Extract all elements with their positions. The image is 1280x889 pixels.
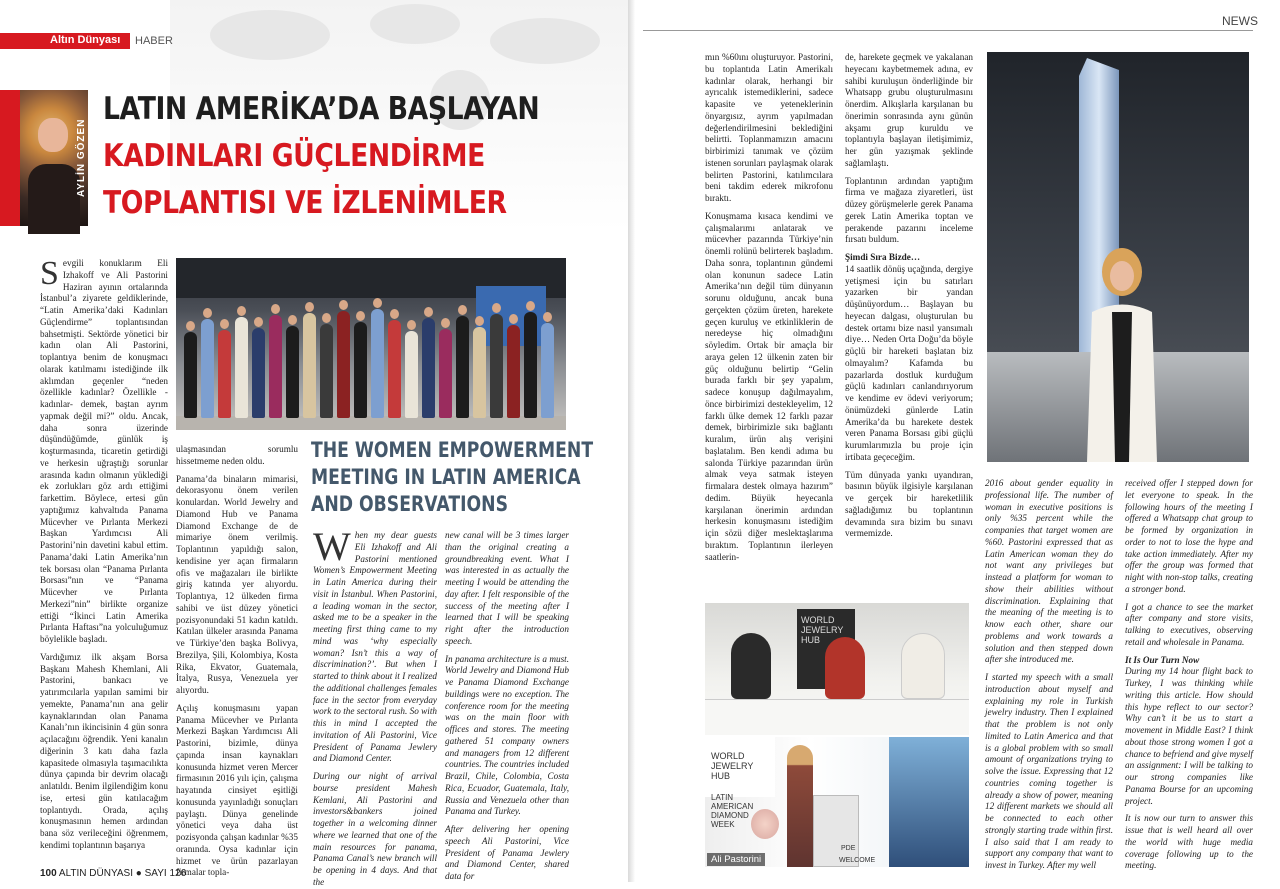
attendee-head	[441, 318, 450, 328]
paragraph: Tüm dünyada yankı uyandıran, basının büyük ilgisiyle karşılanan ve gerçek bir hareketlilik sağladığımız bu toplantının devamında sıra bizim bu sınavı vermemizde.	[845, 469, 973, 539]
banner: WORLD JEWELRY HUB	[797, 609, 855, 689]
attendee-head	[237, 306, 246, 316]
author-accent-bar	[0, 90, 20, 226]
section-label: Altın Dünyası	[50, 34, 121, 46]
english-column-2	[445, 530, 569, 881]
page-footer	[40, 868, 186, 879]
news-label: NEWS	[1222, 14, 1258, 28]
attendee-head	[254, 317, 263, 327]
turkish-column-1	[40, 255, 168, 862]
attendee-figure	[456, 316, 469, 418]
turkish-column-4	[845, 52, 973, 588]
english-column-4	[1125, 478, 1253, 871]
banner: LATIN AMERICAN DIAMOND WEEK	[711, 793, 754, 829]
attendee-figure	[422, 318, 435, 418]
paragraph: de, harekete geçmek ve yakalanan heyecanı kaybetmemek adına, ev sahibi kuruluşun önderliğinde bir Whatsapp grubu oluşturulmasını önerdim. Alkışlarla karşılanan bu önerimin sonrasında aynı günün akşamı grup kuruldu ve toplantıyla başlayan iletişimimiz, her gün yazışmak şeklinde sağlamlaştı.	[845, 52, 973, 168]
left-page	[0, 0, 628, 887]
attendee-head	[475, 316, 484, 326]
attendee-figure	[507, 325, 520, 418]
attendee-figure	[201, 319, 214, 418]
paragraph: ulaşmasından sorumlu hissetmeme neden oldu.	[176, 444, 298, 466]
attendee-head	[373, 298, 382, 308]
paragraph: After delivering her opening speech Ali Pastorini, Vice President of Panama Jewlery and Diamond Center, shared data for	[445, 824, 569, 881]
headline-line-3: TOPLANTISI VE İZLENİMLER	[103, 185, 507, 221]
paragraph: Konuşmama kısaca kendimi ve çalışmalarımı anlatarak ve mücevher pazarında Türkiye’nin önemli rolünü belirterek başladım. Daha sonra, toplantının gündemi olan konunun sadece Latin Amerika’nın değil tüm dünyanın sorunu olduğunu, ancak buna gerçekten çözüm üreten, harekete geçen kuruluş ve etkinliklerin de neredeyse hiç olmadığını söyledim. Ortak bir amaçla bir araya gelen 12 ülkenin zaten bir güç olduğunu belirtip “Gelin burada farklı bir şey yapalım, sadece konuşup dağılmayalım, önce birbirimizi destekleyelim, 12 farklı ülke demek 12 farklı pazar demek, birbirimizle sıkı bağlantı kuralım, ürün alış verişini başlatalım. Ben kendi adıma bu salonda Türkiye pazarından ürün almak veya satmak isteyen firmalara destek olmaya hazırım” dedim. Büyük heyecanla karşılanan önerimin ardından herkesin konuşmasını istediğim için sözü diğer meslektaşlarıma bıraktım. Toplantının ilerleyen saatlerin-	[705, 210, 833, 562]
attendee-figure	[524, 312, 537, 418]
attendee-head	[526, 301, 535, 311]
attendee-head	[305, 302, 314, 312]
page-gutter	[628, 0, 640, 882]
podium-speech-photo	[705, 737, 969, 867]
photo-caption: Ali Pastorini	[707, 853, 765, 866]
headline-line-2: KADINLARI GÜÇLENDİRME	[103, 138, 485, 174]
page-number: 100	[40, 868, 57, 879]
turkish-column-3	[705, 52, 833, 588]
banner: WELCOME	[839, 857, 876, 864]
attendee-head	[424, 307, 433, 317]
attendee-figure	[371, 309, 384, 418]
paragraph: received offer I stepped down for let everyone to speak. In the following hours of the meeting I offered a Whatsapp chat group to be formed by organization in order to not to lose the hype and take action immediately. After my offer the group was formed that night with non-stop talks, creating a stronger bond.	[1125, 478, 1253, 594]
attendee-figure	[286, 326, 299, 418]
attendee-head	[322, 313, 331, 323]
attendee-figure	[235, 317, 248, 418]
attendee-figure	[184, 332, 197, 418]
tower-model-photo	[987, 52, 1249, 462]
paragraph: hen my dear guests Eli Izhakoff and Ali Pastorini mentioned Women’s Empowerment Meeting in Latin America during their visit in İstanbul. When Pastorini, a leading woman in the sector, asked me to be a speaker in the meeting first thing came to my mind was ‘why especially woman? Isn’t this a way of discrimination?’. But when I started to think about it I realized the additional challenges females face in the sector from everyday work to the sectoral rush. So with this in mind I accepted the invitation of Ali Pastorini, Vice President of Panama Jewlery and Diamond Center.	[313, 530, 437, 764]
author-name: AYLİN GÖZEN	[76, 118, 87, 198]
attendee-figure	[405, 331, 418, 418]
paragraph: During my 14 hour flight back to Turkey, I was thinking while writing this article. How should this hype reflect to our sector? Why can’t it be us to start a movement in Middle East? I think about those strong women I got a chance to befriend and give myself an assignment: I will be talking to our strong companies like Panama Bourse for an upcoming project.	[1125, 666, 1253, 806]
paragraph: new canal will be 3 times larger than the original creating a groundbreaking event. What I was interested in as actually the meeting I would be attending the day after. I felt responsible of the success of the meeting after I learned that I will be speaking right after the introduction speech.	[445, 530, 569, 646]
paragraph: Vardığımız ilk akşam Borsa Başkanı Mahesh Khemlani, Ali Pastorini, bankacı ve yatırımcılarla yapılan samimi bir yemekte, Panama’nın ana gelir kaynaklarından olan Panama Kanalı’nın ikincisinin 4 gün sonra açılacağını öğrendik. Yeni kanalın diğerinin 3 katı daha fazla kapasitede olmasıyla taşımacılıkta dünya çapında bir devrim olacağı anlatıldı. Benim ilgilendiğim konu ise, ertesi gün katılacağım toplantıydı. Orada, açılış konuşmasının hemen ardından bana söz verileceğini öğrenmem, kendimi toplantının başarıya	[40, 651, 168, 850]
english-title-line-2: MEETING IN LATIN AMERICA	[311, 465, 581, 489]
attendee-head	[509, 314, 518, 324]
attendee-head	[492, 303, 501, 313]
paragraph: It is now our turn to answer this issue that is well heard all over the world with huge media coverage following up to the meeting.	[1125, 813, 1253, 871]
attendee-head	[356, 311, 365, 321]
panel-discussion-photo	[705, 603, 969, 735]
paragraph: Toplantının ardından yaptığım firma ve mağaza ziyaretleri, üst düzey görüşmelerle gerek Panama gerek Latin Amerika toptan ve perakende pazarını inceleme fırsatı buldum.	[845, 175, 973, 245]
group-photo	[176, 258, 566, 430]
paragraph: 14 saatlik dönüş uçağında, dergiye yetişmesi için bu satırları yazarken bir yandan düşünüyordum… Başlayan bu heyecan dalgası, oluşturulan bu destek ortamı bize nasıl yansımalı diye… Neden Orta Doğu’da böyle güçlü bir hareketi başlatan biz olmayalım? Kafamda bu pazarlarda dostluk kurduğum güçlü kadınları canlandırıyorum ve kendime ev ödevi veriyorum; önümüzdeki günlerde Latin Amerika’da bu harekete destek veren Panama Borsası gibi güçlü kurumlarımızla bu proje için irtibata geçeceğim.	[845, 263, 973, 462]
paragraph: 2016 about gender equality in professional life. The number of woman in executive positions is only %35 percent while the companies that target women are %60. Pastorini expressed that as Latin American woman they do not want any privileges but instead a platform for woman to show their abilities without discrimination. Explaining that the meaning of the meeting is to know each other, share our problems and work towards a solution and then stepped down after she introduced me.	[985, 478, 1113, 665]
attendee-head	[203, 308, 212, 318]
attendee-figure	[252, 328, 265, 418]
attendee-head	[186, 321, 195, 331]
english-title-line-1: THE WOMEN EMPOWERMENT	[311, 438, 594, 462]
attendee-figure	[388, 320, 401, 418]
attendee-figure	[439, 329, 452, 418]
dropcap: S	[40, 255, 59, 292]
english-column-3	[985, 478, 1113, 870]
turkish-column-2	[176, 444, 298, 878]
english-column-1	[313, 524, 437, 887]
attendee-head	[288, 315, 297, 325]
news-rule	[643, 30, 1253, 31]
attendee-head	[220, 319, 229, 329]
subheading: It Is Our Turn Now	[1125, 654, 1200, 665]
paragraph: Açılış konuşmasını yapan Panama Mücevher ve Pırlanta Merkezi Başkan Yardımcısı Ali Pastorini, bizimle, dünya çapında insan kaynakları konusunda hizmet veren Mercer firmasının 2016 yılı için, çalışma hayatında cinsiyet eşitliği konusunda yayınladığı sonuçları paylaştı. Dünya genelinde yönetici veya daha üst pozisyonda çalışan kadınlar %35 oranında. Oysa kadınlar için hizmet ve ürün pazarlayan firmalar topla-	[176, 702, 298, 878]
attendee-figure	[354, 322, 367, 418]
banner: PDE	[841, 845, 856, 852]
paragraph: evgili konuklarım Eli Izhakoff ve Ali Pastorini Haziran ayının ortalarında İstanbul’a ziyarete geldiklerinde, “Latin Amerika’daki Kadınları Güçlendirme” toplantısından bahsetmişti. Sektörde yönetici bir kadın olan Ali Pastorini, toplantıya benim de konuşmacı olarak katılmamı istediğinde ilk aklımdan geçenler “neden özellikle kadınlar? Özellikle -kadınlar- demek, baştan ayrım yapmak değil mi?” oldu. Ancak, daha sonra üzerinde düşündüğümde, günlük iş koşturmasında, ticaretin getirdiği ve herkesin uğraştığı sorunlar arasında kadın olmanın yüklediği ek zorlukları göz ardı ettiğimi farkettim. Böylece, ertesi gün yaptığımız kahvaltıda Panama Mücevher ve Pırlanta Merkezi Başkan Yardımcısı Ali Pastorini’nin davetini kabul ettim. Panama’daki Latin Amerika’nın tek borsası olan “Panama Pırlanta Borsası”nın ve “Panama Mücevher ve Pırlanta Merkezi”nin” birlikte organize ettiği “İkinci Latin Amerika Pırlanta Haftası”na yolculuğumuz böylelikle başladı.	[40, 258, 168, 644]
bullet: ●	[135, 868, 142, 879]
headline-line-1: LATIN AMERİKA’DA BAŞLAYAN	[103, 91, 540, 127]
attendee-figure	[303, 313, 316, 418]
banner: WORLD JEWELRY HUB	[705, 737, 775, 797]
attendee-figure	[320, 324, 333, 418]
english-title-line-3: AND OBSERVATIONS	[311, 492, 508, 516]
woman-figure	[1077, 242, 1167, 462]
paragraph: I got a chance to see the market after company and store visits, talking to executives, observing retail and wholesale in Panama.	[1125, 601, 1253, 647]
paragraph: mın %60ını oluşturuyor. Pastorini, bu toplantıda Latin Amerikalı kadınlar olarak, herhangi bir ayrıcalık istemediklerini, sadece kapasite ve yeteneklerinin önyargısız, ayrım yapılmadan değerlendirilmesini beklediğini belirtti. Toplanmamızın amacını birbirimizi tanımak ve çözüm istenen sorunları paylaşmak olarak belirten Pastorini, katılımcılara beni takdim ederek mikrofonu bıraktı.	[705, 52, 833, 203]
attendee-figure	[490, 314, 503, 418]
attendee-figure	[218, 330, 231, 418]
attendee-figure	[541, 323, 554, 418]
section-tag: HABER	[135, 35, 173, 47]
dropcap: W	[313, 524, 351, 569]
attendee-head	[407, 320, 416, 330]
attendee-head	[458, 305, 467, 315]
paragraph: During our night of arrival bourse president Mahesh Kemlani, Ali Pastorini and investors&bankers joined together in a welcoming dinner where we learned that one of the main resources for panama, Panama Canal’s new branch will be opening in 4 days. And that the	[313, 771, 437, 887]
magazine-name: ALTIN DÜNYASI	[58, 868, 134, 879]
paragraph: Panama’da binaların mimarisi, dekorasyonu önem verilen konulardan. World Jewelry and Diamond Hub ve Panama Diamond Exchange de de mimariye önem verilmiş. Toplantının yapıldığı salon, kendisine yer açan firmaların ofis ve mağazaları ile birlikte giriş katında yer alıyordu. Toplantıya, 12 ülkeden firma sahibi ve üst düzey yönetici pozisyonundaki 51 kadın katıldı. Katılan ülkeler arasında Panama ve Türkiye’den başka Bolivya, Brezilya, Şili, Kolombiya, Kosta Rika, Ekvator, Guatemala, İtalya, Rusya, Venezuela yer alıyordu.	[176, 473, 298, 695]
paragraph: I started my speech with a small introduction about myself and explaining my role in Turkish jewelry industry. Then I explained that the problem is not only limited to Latin America and that is a global problem with so small amount of organizations trying to solve the issue. Expressing that 12 countries coming together is already a show of power, meaning 12 different markets we should all be connected to each other strongly starting trade within first. I also said that I am ready to support any company that want to invest in Turkey. After my well	[985, 672, 1113, 870]
attendee-figure	[337, 311, 350, 418]
attendee-figure	[269, 315, 282, 418]
english-title	[311, 437, 593, 518]
attendee-head	[271, 304, 280, 314]
attendee-head	[390, 309, 399, 319]
subheading: Şimdi Sıra Bizde…	[845, 252, 921, 262]
attendee-figure	[473, 327, 486, 418]
attendee-head	[339, 300, 348, 310]
headline	[103, 86, 539, 227]
attendee-head	[543, 312, 552, 322]
issue-number: SAYI 126	[144, 868, 187, 879]
paragraph: In panama architecture is a must. World Jewelry and Diamond Hub ve Panama Diamond Exchange buildings were no exception. The conference room for the meeting was on the main floor with offices and stores. The meeting gathered 51 company owners and managers from 12 different countries. The countries included Brazil, Chile, Colombia, Costa Rica, Ecuador, Guatemala, Italy, Russia and Venezuela other than Panama and Turkey.	[445, 653, 569, 817]
